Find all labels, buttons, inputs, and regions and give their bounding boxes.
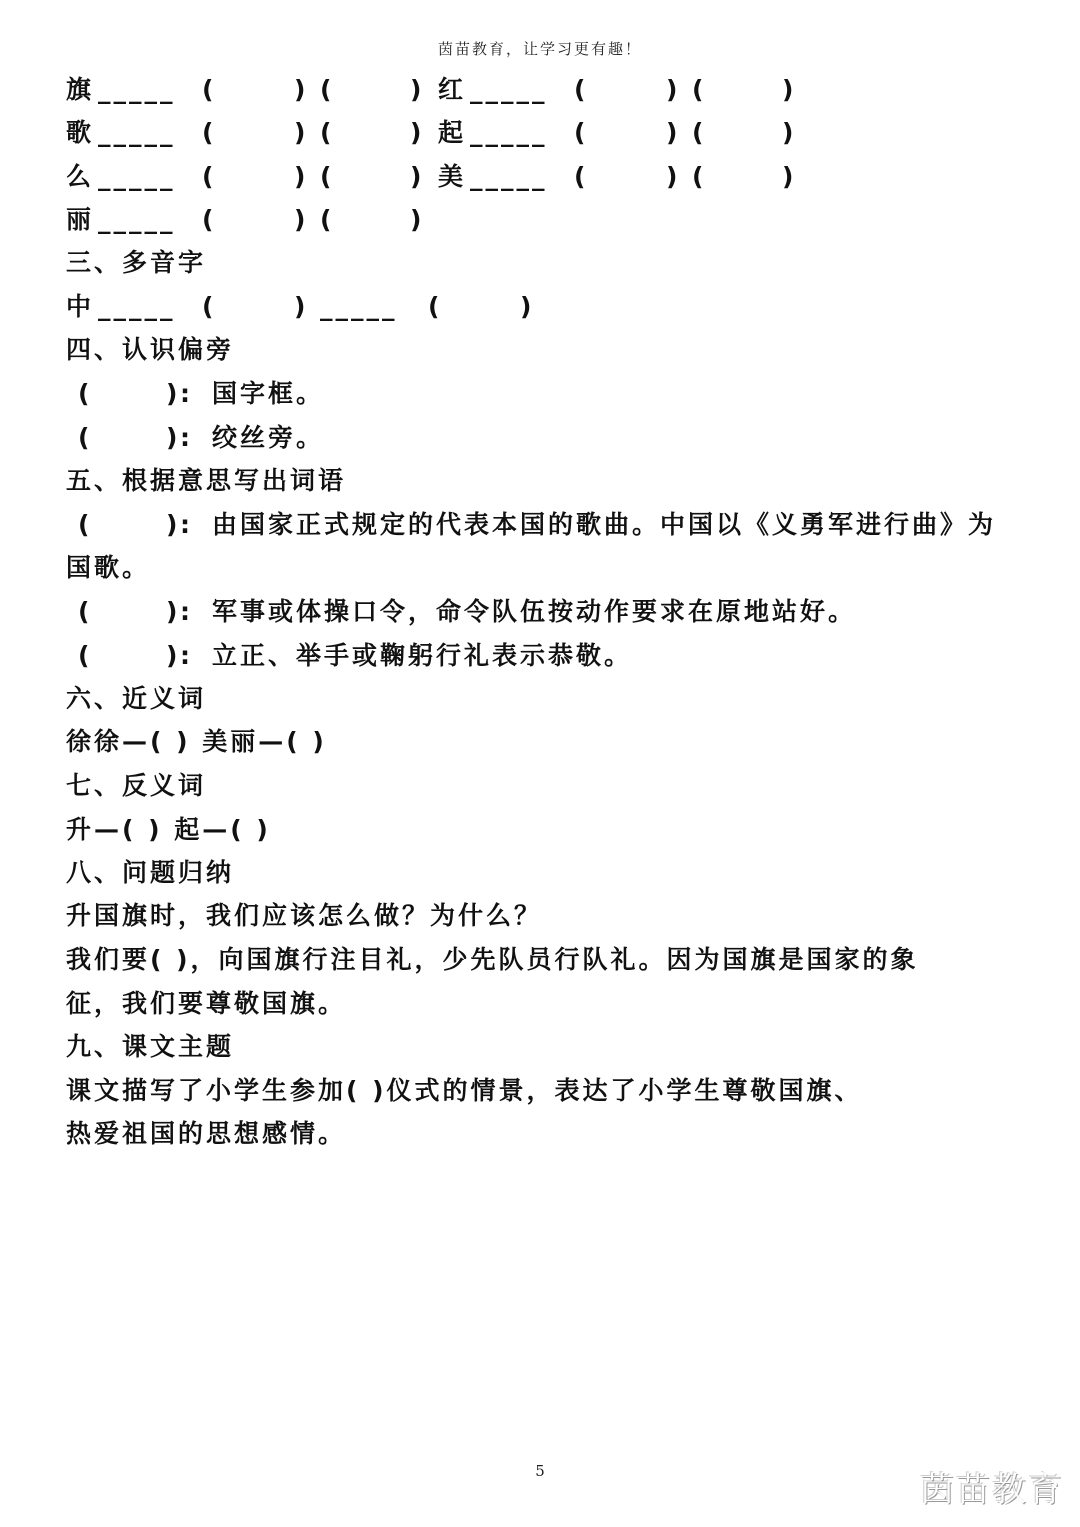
section-title: 四、认识偏旁 [66, 335, 235, 364]
paren-open: ( [574, 118, 589, 147]
section-title: 八、问题归纳 [66, 858, 235, 887]
paren-open: ( [78, 597, 93, 626]
paren-close: ) [782, 162, 797, 191]
paren-open: ( [692, 75, 707, 104]
paren-open: ( [692, 162, 707, 191]
section-title: 九、课文主题 [66, 1032, 235, 1061]
paren-close: ) [294, 75, 309, 104]
definition-text: 军事或体操口令，命令队伍按动作要求在原地站好。 [212, 597, 857, 626]
paren-open: ( [78, 423, 93, 452]
paren-close: ) [782, 75, 797, 104]
paren-open: ( [202, 118, 217, 147]
paren-close: ) [294, 118, 309, 147]
row-blank: _____ [98, 162, 176, 191]
paren-open: ( [78, 510, 93, 539]
paren-close: ) [666, 118, 681, 147]
paren-close: ) [166, 379, 181, 408]
paren-close: ) [410, 118, 425, 147]
paren-close: ) [166, 510, 181, 539]
paren-close: ) [166, 641, 181, 670]
page-number: 5 [535, 1462, 545, 1480]
row-blank: _____ [98, 118, 176, 147]
row-char: 么 [66, 162, 95, 191]
paren-close: ) [410, 75, 425, 104]
paren-close: ) [294, 292, 309, 321]
paren-open: ( [574, 162, 589, 191]
radical-text: 国字框。 [212, 379, 325, 408]
colon: : [180, 379, 193, 408]
paren-open: ( [574, 75, 589, 104]
section-title: 六、近义词 [66, 684, 207, 713]
definition-text: 立正、举手或鞠躬行礼表示恭敬。 [212, 641, 633, 670]
row-char: 中 [66, 292, 95, 321]
row-char: 歌 [66, 118, 95, 147]
paren-close: ) [294, 205, 309, 234]
paren-open: ( [320, 205, 335, 234]
paren-close: ) [410, 162, 425, 191]
theme-text: 课文描写了小学生参加( )仪式的情景，表达了小学生尊敬国旗、 [66, 1076, 863, 1105]
row-blank: _____ [470, 118, 548, 147]
row-blank: _____ [98, 205, 176, 234]
watermark-logo: 茵苗教育 [920, 1470, 1064, 1510]
row-blank: _____ [98, 292, 176, 321]
paren-close: ) [666, 75, 681, 104]
paren-open: ( [692, 118, 707, 147]
colon: : [180, 423, 193, 452]
answer-text: 我们要( )，向国旗行注目礼，少先队员行队礼。因为国旗是国家的象 [66, 945, 919, 974]
paren-open: ( [202, 292, 217, 321]
theme-text: 热爱祖国的思想感情。 [66, 1119, 347, 1148]
row-blank: _____ [98, 75, 176, 104]
paren-open: ( [428, 292, 443, 321]
paren-close: ) [166, 597, 181, 626]
row-blank: _____ [470, 162, 548, 191]
paren-open: ( [78, 641, 93, 670]
paren-close: ) [782, 118, 797, 147]
paren-close: ) [410, 205, 425, 234]
paren-close: ) [520, 292, 535, 321]
paren-close: ) [294, 162, 309, 191]
row-blank: _____ [320, 292, 398, 321]
question-text: 升国旗时，我们应该怎么做？为什么？ [66, 901, 543, 930]
section-title: 五、根据意思写出词语 [66, 466, 347, 495]
definition-continuation: 国歌。 [66, 553, 151, 582]
definition-text: 由国家正式规定的代表本国的歌曲。中国以《义勇军进行曲》为 [212, 510, 997, 539]
paren-open: ( [78, 379, 93, 408]
antonym-row: 升—( ) 起—( ) [66, 815, 271, 844]
page-header: 茵苗教育，让学习更有趣！ [437, 40, 642, 58]
row-char: 丽 [66, 205, 95, 234]
paren-open: ( [320, 118, 335, 147]
answer-text: 征，我们要尊敬国旗。 [66, 989, 347, 1018]
colon: : [180, 641, 193, 670]
section-title: 七、反义词 [66, 771, 207, 800]
colon: : [180, 597, 193, 626]
row-char: 起 [438, 118, 467, 147]
synonym-row: 徐徐—( ) 美丽—( ) [66, 727, 327, 756]
colon: : [180, 510, 193, 539]
paren-open: ( [202, 205, 217, 234]
paren-close: ) [666, 162, 681, 191]
row-char: 红 [438, 75, 467, 104]
paren-close: ) [166, 423, 181, 452]
row-blank: _____ [470, 75, 548, 104]
radical-text: 绞丝旁。 [212, 423, 325, 452]
row-char: 美 [438, 162, 467, 191]
paren-open: ( [320, 162, 335, 191]
paren-open: ( [320, 75, 335, 104]
paren-open: ( [202, 75, 217, 104]
section-title: 三、多音字 [66, 248, 207, 277]
row-char: 旗 [66, 75, 95, 104]
paren-open: ( [202, 162, 217, 191]
